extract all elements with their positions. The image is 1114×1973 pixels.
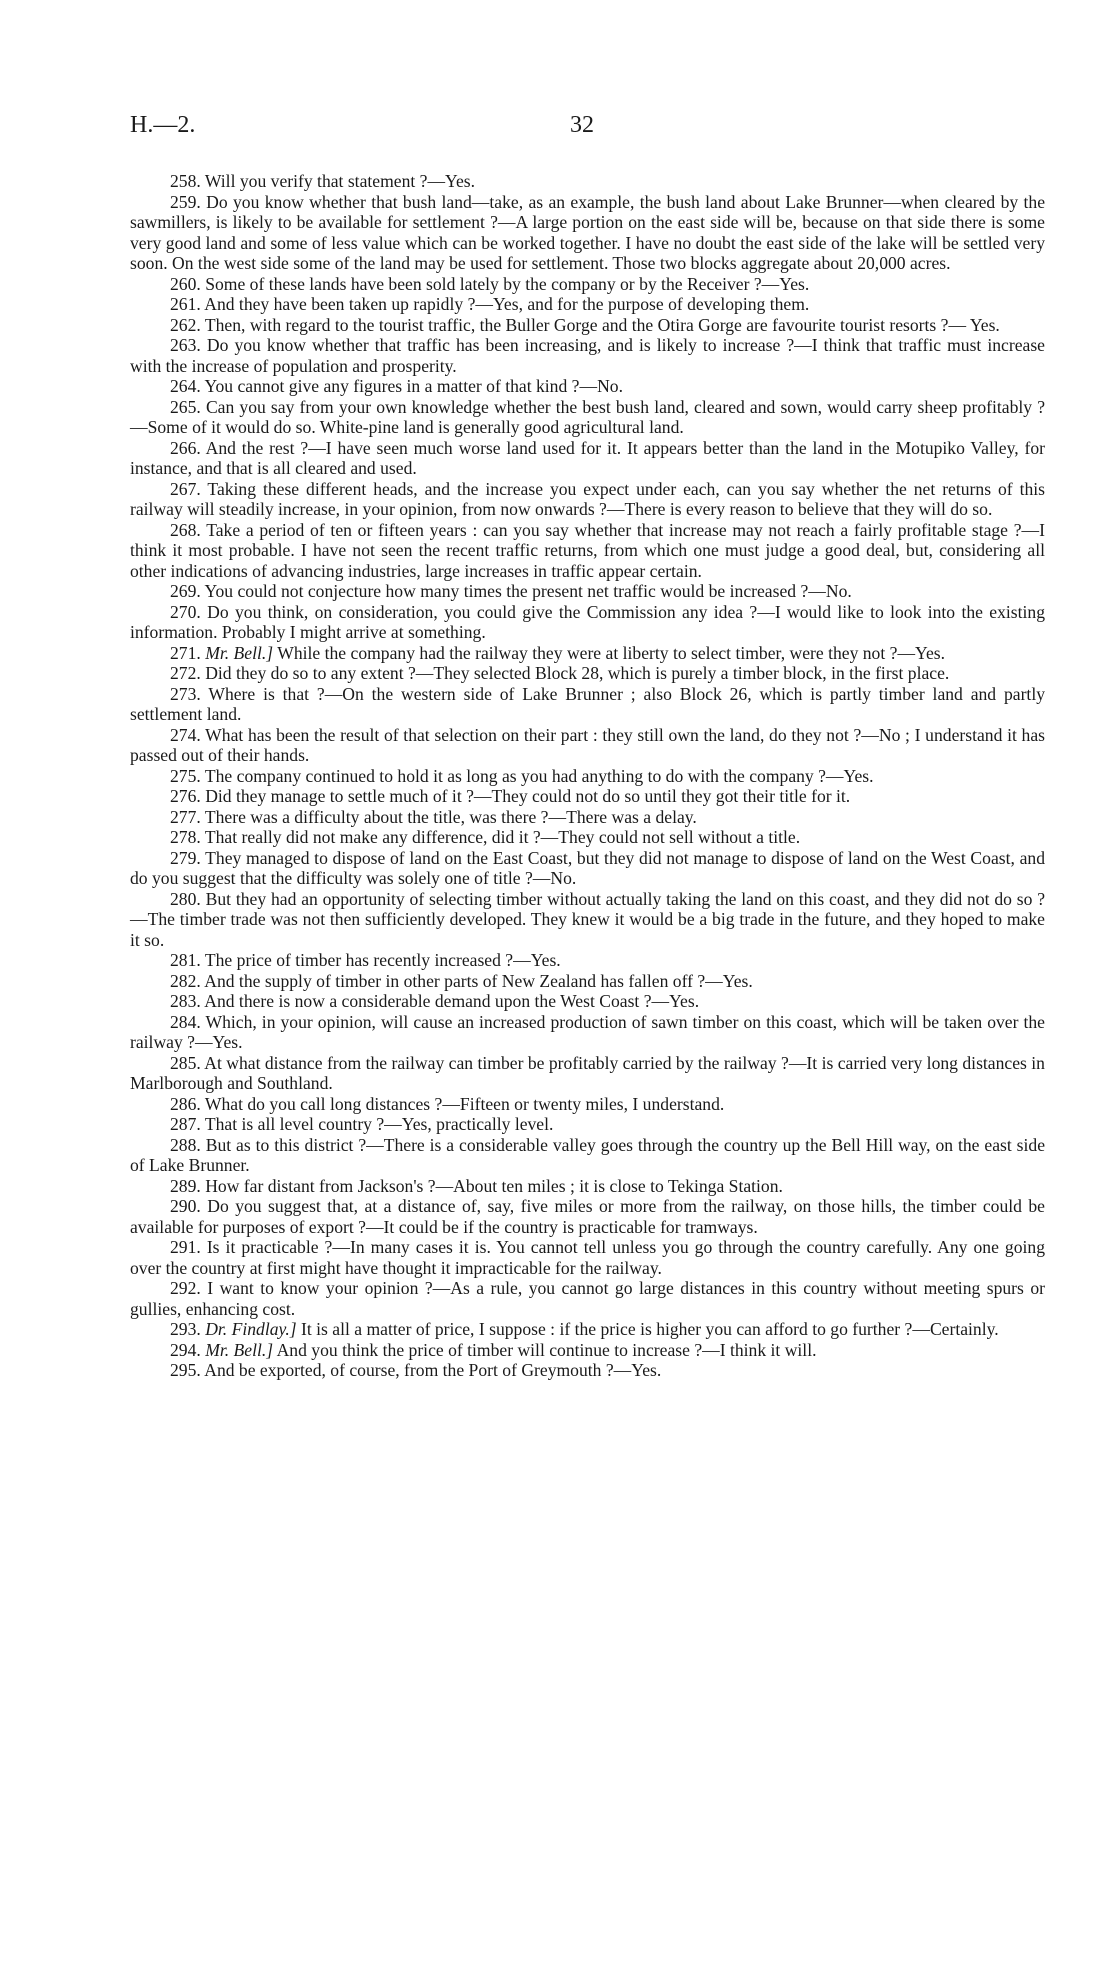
question-number: 277.	[170, 806, 201, 827]
question-paragraph	[130, 848, 1045, 889]
question-paragraph	[130, 1237, 1045, 1278]
question-answer-text: That is all level country ?—Yes, practically level.	[204, 1114, 554, 1134]
question-paragraph	[130, 438, 1045, 479]
question-paragraph	[130, 479, 1045, 520]
question-number: 290.	[170, 1196, 201, 1216]
question-answer-text: Do you suggest that, at a distance of, say, five miles or more from the railway, on those hills, the timber could be available for purposes of export ?—It could be if the country is practicable for tramways.	[130, 1196, 1045, 1237]
question-answer-text: And there is now a considerable demand upon the West Coast ?—Yes.	[204, 991, 700, 1011]
question-number: 271.	[170, 642, 201, 663]
question-number: 276.	[170, 786, 201, 806]
question-paragraph	[130, 1053, 1045, 1094]
question-paragraph	[130, 1360, 1045, 1381]
question-answer-text: And be exported, of course, from the Port of Greymouth ?—Yes.	[204, 1360, 662, 1380]
question-paragraph	[130, 991, 1045, 1012]
question-number: 285.	[170, 1052, 201, 1073]
question-paragraph	[130, 889, 1045, 951]
question-number: 293.	[170, 1319, 201, 1339]
question-answer-text: That really did not make any difference, did it ?—They could not sell without a title.	[204, 827, 801, 847]
question-answer-text: And the supply of timber in other parts of New Zealand has fallen off ?—Yes.	[204, 970, 753, 991]
question-answer-text: You cannot give any figures in a matter of that kind ?—No.	[204, 376, 623, 396]
question-paragraph	[130, 786, 1045, 807]
question-answer-text: The price of timber has recently increased ?—Yes.	[204, 950, 561, 970]
question-answer-text: But as to this district ?—There is a considerable valley goes through the country up the Bell Hill way, on the east side of Lake Brunner.	[130, 1134, 1046, 1175]
question-number: 265.	[170, 396, 201, 417]
question-answer-text: Did they do so to any extent ?—They selected Block 28, which is purely a timber block, in the first place.	[205, 663, 950, 683]
question-number: 274.	[170, 724, 201, 745]
question-number: 270.	[170, 601, 201, 622]
question-number: 279.	[170, 847, 201, 868]
question-paragraph	[130, 1176, 1045, 1197]
question-paragraph	[130, 294, 1045, 315]
question-answer-text: They managed to dispose of land on the East Coast, but they did not manage to dispose of land on the West Coast, and do you suggest that the difficulty was solely one of title ?—No.	[130, 847, 1045, 888]
question-number: 287.	[170, 1114, 201, 1134]
question-paragraph	[130, 192, 1045, 274]
question-paragraph	[130, 397, 1045, 438]
question-paragraph	[130, 1135, 1045, 1176]
question-paragraph	[130, 663, 1045, 684]
question-answer-text: Did they manage to settle much of it ?—They could not do so until they got their title for it.	[205, 786, 851, 806]
question-number: 269.	[170, 581, 201, 601]
question-answer-text: Then, with regard to the tourist traffic, the Buller Gorge and the Otira Gorge are favourite tourist resorts ?— Yes.	[204, 314, 1000, 335]
question-number: 272.	[170, 663, 201, 683]
question-answer-text: At what distance from the railway can timber be profitably carried by the railway ?—It is carried very long distances in Marlborough and Southland.	[130, 1052, 1045, 1093]
page-header	[130, 112, 1050, 152]
question-answer-text: I want to know your opinion ?—As a rule, you cannot go large distances in this country without meeting spurs or gullies, enhancing cost.	[130, 1278, 1045, 1319]
question-paragraph	[130, 950, 1045, 971]
question-paragraph	[130, 1114, 1045, 1135]
question-paragraph	[130, 602, 1045, 643]
question-paragraph	[130, 827, 1045, 848]
question-number: 259.	[170, 191, 201, 212]
question-answer-text: Where is that ?—On the western side of Lake Brunner ; also Block 26, which is partly timber land and partly settlement land.	[130, 683, 1045, 724]
question-paragraph	[130, 520, 1045, 582]
question-answer-text: Some of these lands have been sold lately by the company or by the Receiver ?—Yes.	[205, 273, 810, 294]
question-answer-text: You could not conjecture how many times the present net traffic would be increased ?—No.	[204, 581, 852, 601]
question-answer-text: But they had an opportunity of selecting timber without actually taking the land on this coast, and they did not do so ?—The timber trade was not then sufficiently developed. They knew it would be a big trade in the future, and they hoped to make it so.	[130, 888, 1046, 950]
question-paragraph	[130, 315, 1045, 336]
question-answer-text: The company continued to hold it as long as you had anything to do with the company ?—Yes.	[204, 765, 874, 786]
document-reference: H.—2.	[130, 112, 196, 138]
question-answer-text: Can you say from your own knowledge whether the best bush land, cleared and sown, would carry sheep profitably ?—Some of it would do so. White-pine land is generally good agricultural land.	[130, 396, 1046, 437]
question-number: 266.	[170, 437, 201, 458]
question-paragraph	[130, 807, 1045, 828]
question-answer-text: There was a difficulty about the title, was there ?—There was a delay.	[204, 806, 697, 827]
question-number: 267.	[170, 478, 201, 499]
question-answer-text: Do you think, on consideration, you could give the Commission any idea ?—I would like to look into the existing information. Probably I might arrive at something.	[130, 601, 1045, 642]
question-paragraph	[130, 1319, 1045, 1340]
question-number: 262.	[170, 314, 201, 335]
question-answer-text: Which, in your opinion, will cause an increased production of sawn timber on this coast, which will be taken over the railway ?—Yes.	[130, 1011, 1045, 1052]
question-answer-text: Is it practicable ?—In many cases it is. You cannot tell unless you go through the country carefully. Any one going over the country at first might have thought it impracticable for the railway.	[130, 1237, 1045, 1278]
question-paragraph	[130, 1012, 1045, 1053]
speaker-name: Mr. Bell.]	[205, 642, 274, 663]
question-number: 258.	[170, 171, 201, 191]
question-number: 284.	[170, 1011, 201, 1032]
speaker-name: Dr. Findlay.]	[205, 1319, 297, 1339]
question-number: 278.	[170, 827, 201, 847]
question-paragraph	[130, 335, 1045, 376]
question-paragraph	[130, 274, 1045, 295]
question-paragraph	[130, 766, 1045, 787]
question-answer-text: And the rest ?—I have seen much worse land used for it. It appears better than the land in the Motupiko Valley, for instance, and that is all cleared and used.	[130, 437, 1045, 478]
question-number: 264.	[170, 376, 201, 396]
question-answer-list	[130, 171, 1045, 1381]
question-number: 289.	[170, 1175, 201, 1196]
question-number: 288.	[170, 1134, 201, 1155]
question-number: 295.	[170, 1360, 201, 1380]
question-paragraph	[130, 684, 1045, 725]
question-paragraph	[130, 725, 1045, 766]
question-number: 282.	[170, 970, 201, 991]
question-number: 294.	[170, 1339, 201, 1360]
question-paragraph	[130, 1094, 1045, 1115]
question-paragraph	[130, 171, 1045, 192]
question-paragraph	[130, 376, 1045, 397]
question-number: 292.	[170, 1278, 201, 1298]
question-paragraph	[130, 1340, 1045, 1361]
question-answer-text: Do you know whether that bush land—take, as an example, the bush land about Lake Brunner—when cleared by the sawmillers, is likely to be available for settlement ?—A large portion on the east side will be, because on that side there is some very good land and some of less value which can be worked together. I have no doubt the east side of the lake will be settled very soon. On the west side some of the land may be used for settlement. Those two blocks aggregate about 20,000 acres.	[130, 191, 1046, 273]
question-answer-text: Will you verify that statement ?—Yes.	[204, 171, 476, 191]
question-answer-text: It is all a matter of price, I suppose : if the price is higher you can afford to go further ?—Certainly.	[301, 1319, 999, 1339]
question-answer-text: Do you know whether that traffic has been increasing, and is likely to increase ?—I think that traffic must increase with the increase of population and prosperity.	[130, 335, 1045, 376]
question-number: 268.	[170, 519, 201, 540]
question-answer-text: Take a period of ten or fifteen years : can you say whether that increase may not reach a fairly profitable stage ?—I think it most probable. I have not seen the recent traffic returns, from which one must judge a good deal, but, considering all other indications of advancing industries, large increases in traffic appear certain.	[130, 519, 1045, 581]
question-number: 275.	[170, 765, 201, 786]
question-paragraph	[130, 581, 1045, 602]
question-answer-text: Taking these different heads, and the increase you expect under each, can you say whether the net returns of this railway will steadily increase, in your opinion, from now onwards ?—There is every reason to believe that they will do so.	[130, 478, 1045, 519]
question-answer-text: What has been the result of that selection on their part : they still own the land, do they not ?—No ; I understand it has passed out of their hands.	[130, 724, 1045, 765]
question-paragraph	[130, 971, 1045, 992]
question-answer-text: While the company had the railway they were at liberty to select timber, were they not ?—Yes.	[277, 642, 946, 663]
question-number: 291.	[170, 1237, 201, 1257]
question-number: 280.	[170, 888, 201, 909]
question-number: 260.	[170, 273, 201, 294]
question-number: 273.	[170, 683, 201, 704]
question-answer-text: And you think the price of timber will continue to increase ?—I think it will.	[276, 1339, 817, 1360]
question-paragraph	[130, 643, 1045, 664]
question-answer-text: How far distant from Jackson's ?—About ten miles ; it is close to Tekinga Station.	[205, 1175, 783, 1196]
page-number: 32	[570, 112, 594, 138]
question-number: 283.	[170, 991, 201, 1011]
question-paragraph	[130, 1196, 1045, 1237]
question-answer-text: What do you call long distances ?—Fifteen or twenty miles, I understand.	[204, 1093, 725, 1114]
question-number: 286.	[170, 1093, 201, 1114]
speaker-name: Mr. Bell.]	[205, 1339, 274, 1360]
question-answer-text: And they have been taken up rapidly ?—Yes, and for the purpose of developing them.	[204, 294, 810, 314]
question-number: 261.	[170, 294, 201, 314]
question-number: 263.	[170, 335, 201, 355]
question-paragraph	[130, 1278, 1045, 1319]
question-number: 281.	[170, 950, 201, 970]
